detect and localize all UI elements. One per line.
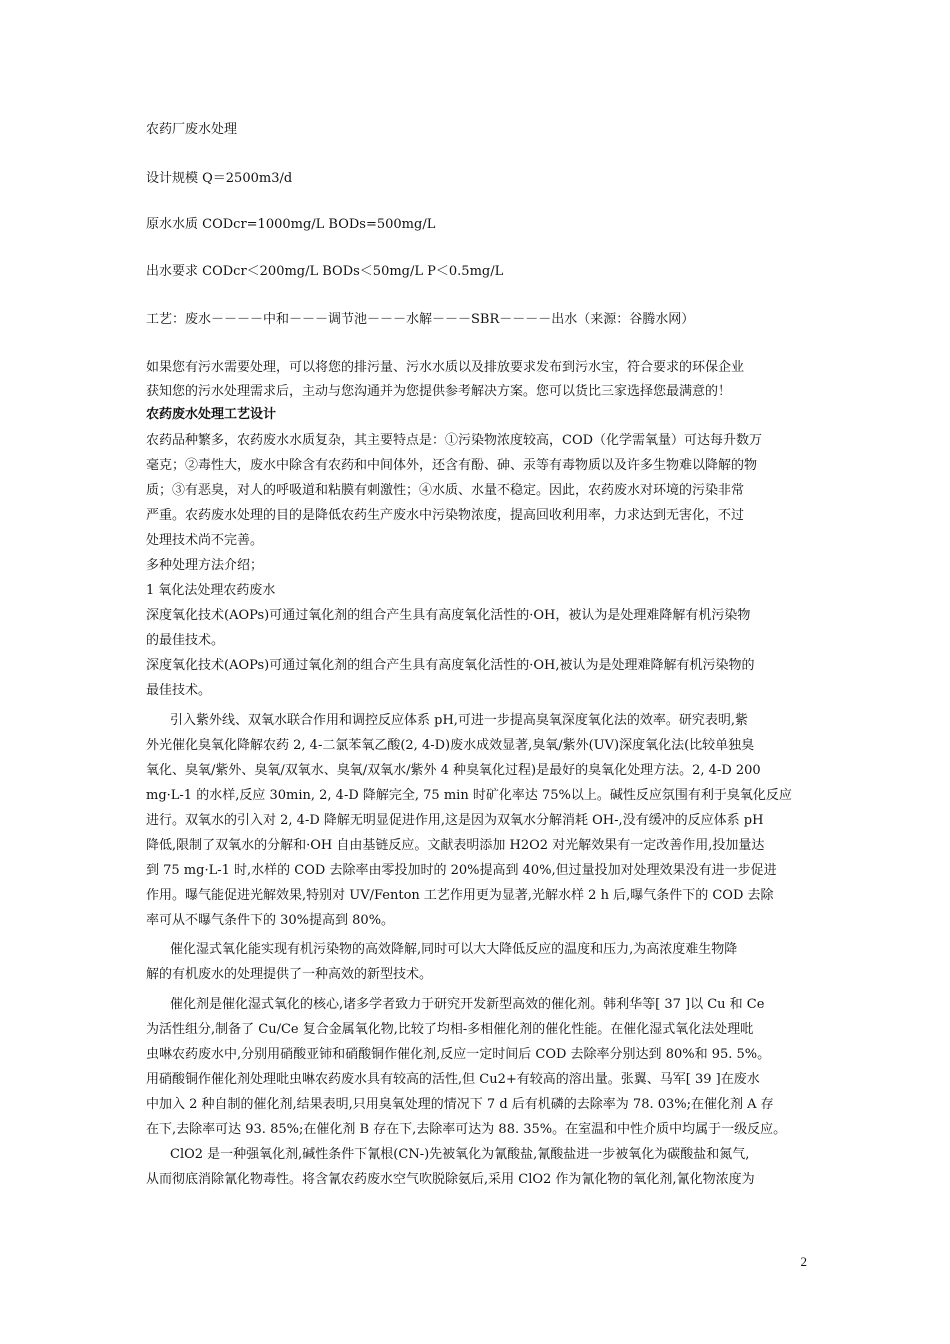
catalyst-line: 用硝酸铜作催化剂处理吡虫啉农药废水具有较高的活性,但 Cu2+有较高的溶出量。张翼、马军[ 39 ]在废水: [146, 1072, 760, 1087]
uv-line: mg·L-1 的水样,反应 30min, 2, 4-D 降解完全, 75 min 时矿化率达 75%以上。碱性反应氛围有利于臭氧化反应: [146, 788, 792, 803]
intro-line: 毫克；②毒性大，废水中除含有农药和中间体外，还含有酚、砷、汞等有毒物质以及许多生物难以降解的物: [146, 458, 758, 473]
ad-line: 如果您有污水需要处理，可以将您的排污量、污水水质以及排放要求发布到污水宝，符合要求的环保企业: [146, 360, 745, 375]
method-heading: 1 氧化法处理农药废水: [146, 583, 276, 598]
uv-line: 外光催化臭氧化降解农药 2, 4-二氯苯氧乙酸(2, 4-D)废水成效显著,臭氧/紫外(UV)深度氧化法(比较单独臭: [146, 738, 755, 753]
aops-line: 深度氧化技术(AOPs)可通过氧化剂的组合产生具有高度氧化活性的·OH，被认为是处理难降解有机污染物: [146, 608, 751, 623]
uv-line: 率可从不曝气条件下的 30%提高到 80%。: [146, 913, 395, 928]
uv-line: 引入紫外线、双氧水联合作用和调控反应体系 pH,可进一步提高臭氧深度氧化法的效率。研究表明,紫: [170, 713, 749, 728]
intro-line: 严重。农药废水处理的目的是降低农药生产废水中污染物浓度，提高回收利用率，力求达到无害化，不过: [146, 508, 745, 523]
uv-line: 进行。双氧水的引入对 2, 4-D 降解无明显促进作用,这是因为双氧水分解消耗 OH-,没有缓冲的反应体系 pH: [146, 813, 764, 828]
design-scale: 设计规模 Q＝2500m3/d: [146, 171, 293, 186]
uv-line: 到 75 mg·L-1 时,水样的 COD 去除率由零投加时的 20%提高到 40%,但过量投加对处理效果没有进一步促进: [146, 863, 777, 878]
section-title: 农药废水处理工艺设计: [146, 407, 277, 422]
process-flow: 工艺：废水－－－－中和－－－调节池－－－水解－－－SBR－－－－出水（来源：谷腾水网）: [146, 312, 695, 327]
catalyst-line: 中加入 2 种自制的催化剂,结果表明,只用臭氧处理的情况下 7 d 后有机磷的去除率为 78. 03%;在催化剂 A 存: [146, 1097, 774, 1112]
intro-line: 处理技术尚不完善。: [146, 533, 264, 548]
uv-line: 作用。曝气能促进光解效果,特别对 UV/Fenton 工艺作用更为显著,光解水样 2 h 后,曝气条件下的 COD 去除: [146, 888, 774, 903]
clo2-line: ClO2 是一种强氧化剂,碱性条件下氰根(CN-)先被氧化为氰酸盐,氰酸盐进一步被氧化为碳酸盐和氮气,: [170, 1147, 750, 1162]
page-number: 2: [800, 1254, 807, 1269]
catalyst-line: 在下,去除率可达 93. 85%;在催化剂 B 存在下,去除率可达为 88. 35%。在室温和中性介质中均属于一级反应。: [146, 1122, 787, 1137]
intro-line: 农药品种繁多，农药废水水质复杂，其主要特点是：①污染物浓度较高，COD（化学需氧量）可达每升数万: [146, 433, 763, 448]
catalyst-line: 虫啉农药废水中,分别用硝酸亚铈和硝酸铜作催化剂,反应一定时间后 COD 去除率分别达到 80%和 95. 5%。: [146, 1047, 771, 1062]
methods-intro: 多种处理方法介绍；: [146, 558, 264, 573]
aops-line: 最佳技术。: [146, 683, 212, 698]
doc-title: 农药厂废水处理: [146, 122, 238, 137]
aops-line: 深度氧化技术(AOPs)可通过氧化剂的组合产生具有高度氧化活性的·OH,被认为是处理难降解有机污染物的: [146, 658, 755, 673]
uv-line: 氧化、臭氧/紫外、臭氧/双氧水、臭氧/双氧水/紫外 4 种臭氧化过程)是最好的臭氧化处理方法。2, 4-D 200: [146, 763, 761, 778]
intro-line: 质；③有恶臭，对人的呼吸道和粘膜有刺激性；④水质、水量不稳定。因此，农药废水对环境的污染非常: [146, 483, 745, 498]
ad-line: 获知您的污水处理需求后，主动与您沟通并为您提供参考解决方案。您可以货比三家选择您最满意的！: [146, 384, 732, 399]
aops-line: 的最佳技术。: [146, 633, 225, 648]
effluent-requirement: 出水要求 CODcr＜200mg/L BODs＜50mg/L P＜0.5mg/L: [146, 264, 504, 279]
raw-water-quality: 原水水质 CODcr=1000mg/L BODs=500mg/L: [146, 217, 436, 232]
wet-oxidation-line: 解的有机废水的处理提供了一种高效的新型技术。: [146, 967, 433, 982]
catalyst-line: 为活性组分,制备了 Cu/Ce 复合金属氧化物,比较了均相-多相催化剂的催化性能。在催化湿式氧化法处理吡: [146, 1022, 754, 1037]
uv-line: 降低,限制了双氧水的分解和·OH 自由基链反应。文献表明添加 H2O2 对光解效果有一定改善作用,投加量达: [146, 838, 765, 853]
clo2-line: 从而彻底消除氰化物毒性。将含氰农药废水空气吹脱除氨后,采用 ClO2 作为氰化物的氧化剂,氰化物浓度为: [146, 1172, 755, 1187]
catalyst-line: 催化剂是催化湿式氧化的核心,诸多学者致力于研究开发新型高效的催化剂。韩利华等[ 37 ]以 Cu 和 Ce: [170, 997, 765, 1012]
wet-oxidation-line: 催化湿式氧化能实现有机污染物的高效降解,同时可以大大降低反应的温度和压力,为高浓度难生物降: [170, 942, 738, 957]
